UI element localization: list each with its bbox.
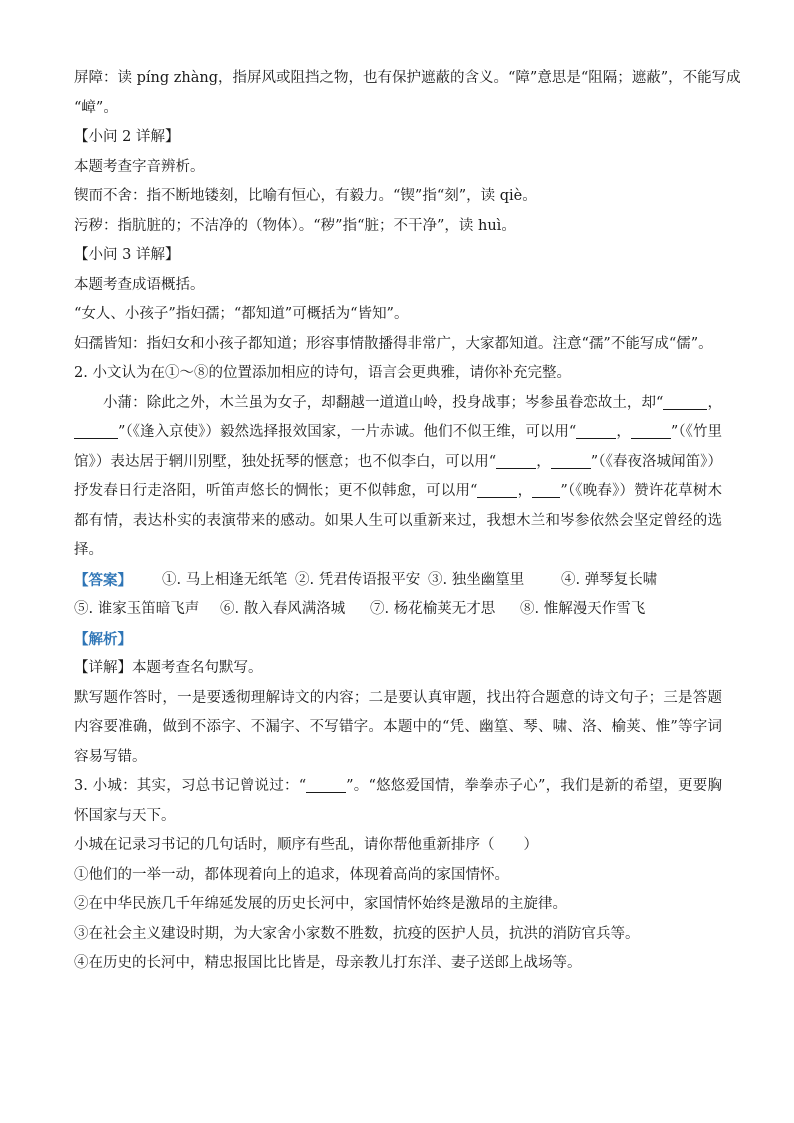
section-heading: 【小问 2 详解】: [74, 129, 180, 145]
option-item: ①他们的一举一动，都体现着向上的追求，体现着高尚的家国情怀。: [74, 866, 509, 883]
answer-row: [74, 595, 722, 625]
text-line: 本题考查字音辨析。: [74, 158, 205, 175]
answer-item: ③. 独坐幽篁里: [428, 571, 525, 588]
option-item: ③在社会主义建设时期，为大家舍小家数不胜数，抗疫的医护人员，抗洪的消防官兵等。: [74, 925, 640, 942]
answer-blank: [663, 393, 707, 410]
answer-item: ④. 弹琴复长啸: [561, 571, 658, 588]
answer-blank: [631, 422, 671, 439]
section-heading: 【小问 3 详解】: [74, 247, 180, 263]
answer-item: ⑥. 散入春风满洛城: [220, 601, 346, 617]
text-line: “嶂”。: [74, 99, 118, 116]
text-line: 屏障：读 píng zhàng，指屏风或阻挡之物，也有保护遮蔽的含义。“障”意思是“阻隔；遮蔽”，不能写成: [74, 70, 741, 86]
text-line: “女人、小孩子”指妇孺；“都知道”可概括为“皆知”。: [74, 306, 409, 322]
question-3-prompt: 小城在记录习书记的几句话时，顺序有些乱，请你帮他重新排序（ ）: [74, 837, 538, 853]
answer-blank: [532, 481, 560, 498]
answer-label: 【答案】: [74, 571, 132, 589]
text-line: 污秽：指肮脏的；不洁净的（物体）。“秽”指“脏；不干净”，读 huì。: [74, 217, 516, 234]
option-item: ④在历史的长河中，精忠报国比比皆是，母亲教儿打东洋、妻子送郎上战场等。: [74, 955, 582, 971]
detail-line: [74, 654, 722, 684]
question-2-stem: 2. 小文认为在①～⑧的位置添加相应的诗句，语言会更典雅，请你补充完整。: [74, 365, 571, 381]
detail-text: 本题考查名句默写。: [132, 660, 263, 676]
question-2-paragraph: 小蒲：除此之外，木兰虽为女子，却翻越一道道山岭，投身战事；岑参虽眷恋故土，却“ ，”（《逢入京使》）毅然选择报效国家，一片赤诚。他们不似王维，可以用“ ， ”（《竹里馆》）表达居于辋川别墅，独处抚琴的惬意；也不似李白，可以用“ ， ”（《春夜洛城闻笛》）抒发春日行走洛阳，听笛声悠长的惆怅；更不似韩愈，可以用“ ， ”（《晚春》）赞许花草树木都有情，表达朴实的表演带来的感动。如果人生可以重新来过，我想木兰和岑参依然会坚定曾经的选择。: [74, 394, 722, 558]
question-3-stem: 3. 小城：其实，习总书记曾说过：“ ”。“悠悠爱国情，拳拳赤子心”，我们是新的希望，更要胸怀国家与天下。: [74, 778, 722, 824]
method-paragraph: 默写题作答时，一是要透彻理解诗文的内容；二是要认真审题，找出符合题意的诗文句子；三是答题内容要准确，做到不添字、不漏字、不写错字。本题中的“凭、幽篁、琴、啸、洛、榆荚、惟”等字词容易写错。: [74, 689, 722, 765]
answer-item: ⑤. 谁家玉笛暗飞声: [74, 601, 200, 617]
answer-item: ②. 凭君传语报平安: [295, 571, 421, 588]
answer-item: ①. 马上相逢无纸笔: [162, 571, 288, 588]
answer-row: [74, 566, 722, 596]
text-line: 妇孺皆知：指妇女和小孩子都知道；形容事情散播得非常广，大家都知道。注意“孺”不能写成“儒”。: [74, 335, 713, 352]
answer-blank: [477, 481, 517, 498]
text-line: 锲而不舍：指不断地镂刻，比喻有恒心，有毅力。“锲”指“刻”，读 qiè。: [74, 188, 537, 204]
line-break-spacer: ，: [707, 394, 722, 411]
answer-blank: [551, 452, 591, 469]
detail-label: 【详解】: [74, 660, 132, 676]
document-content: [74, 64, 741, 979]
answer-item: ⑦. 杨花榆荚无才思: [370, 601, 496, 617]
answer-blank: [306, 776, 346, 793]
analysis-label: 【解析】: [74, 630, 132, 648]
option-item: ②在中华民族几千年绵延发展的历史长河中，家国情怀始终是激昂的主旋律。: [74, 896, 567, 912]
answer-blank: [496, 452, 536, 469]
text-line: 本题考查成语概括。: [74, 276, 205, 293]
answer-blank: [74, 422, 118, 439]
answer-blank: [576, 422, 616, 439]
answer-item: ⑧. 惟解漫天作雪飞: [520, 601, 646, 617]
